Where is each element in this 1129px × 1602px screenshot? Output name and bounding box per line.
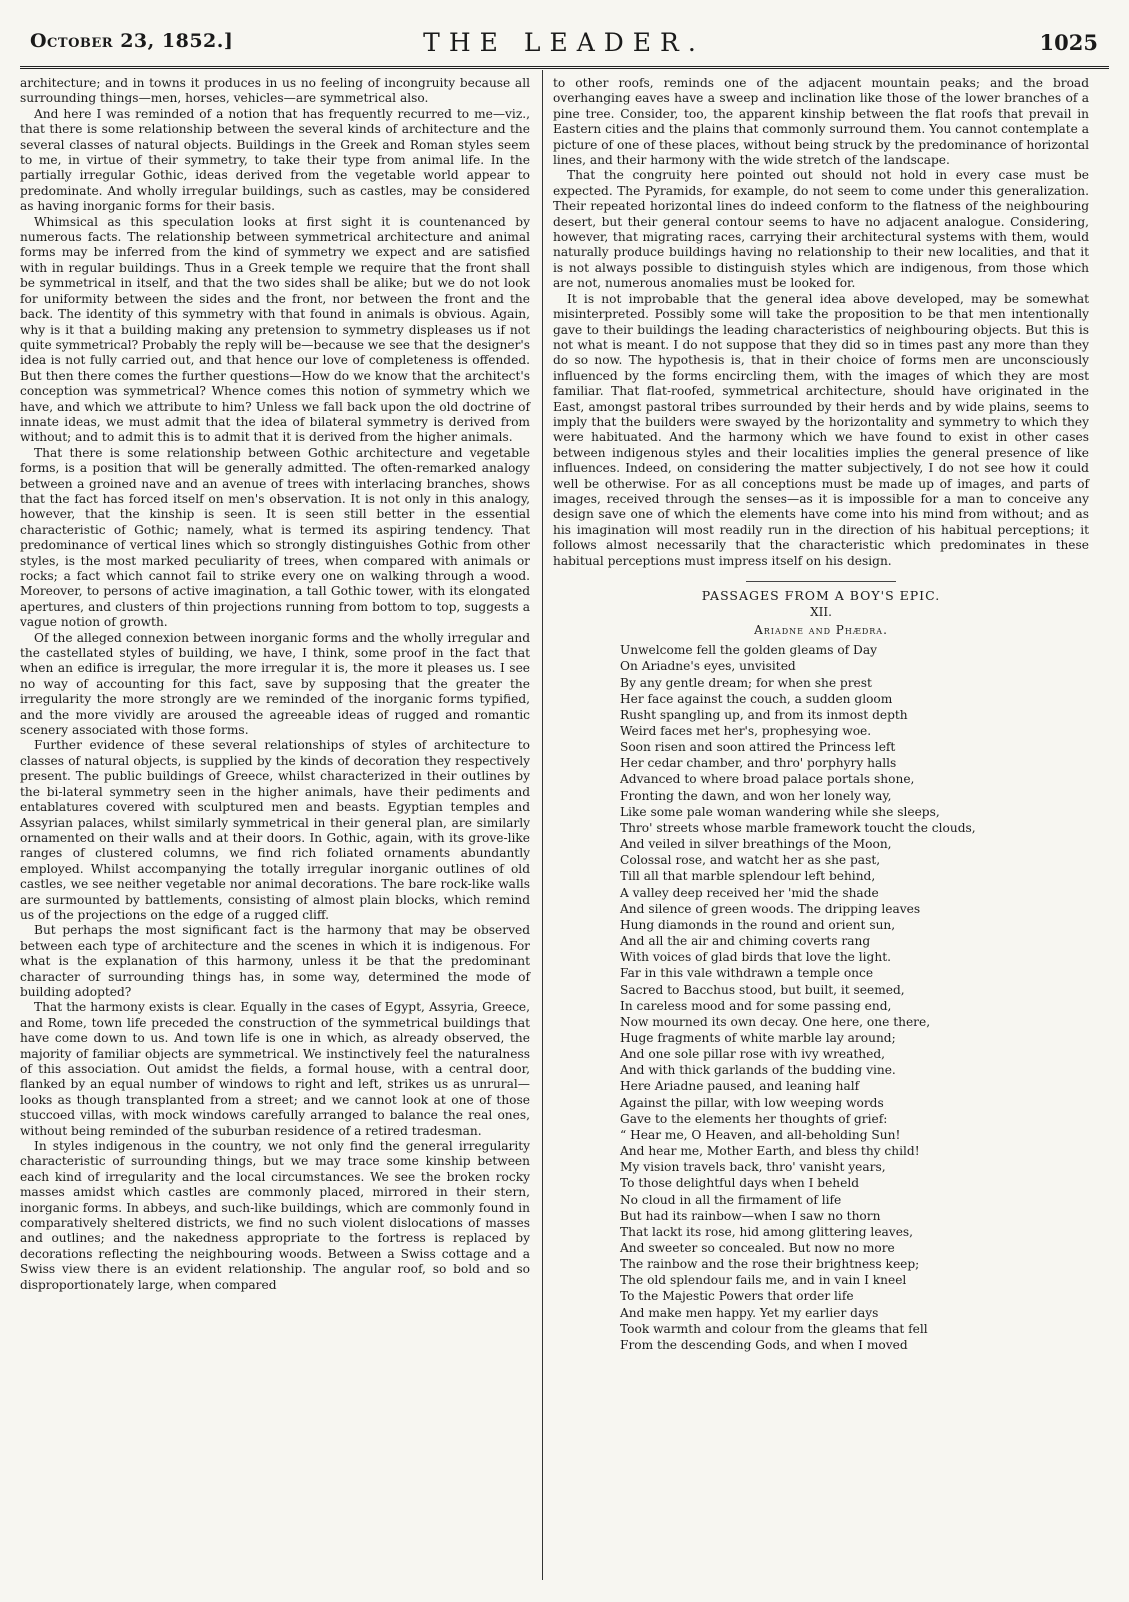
poem-line: In careless mood and for some passing end, bbox=[620, 998, 892, 1013]
poem-line: Till all that marble splendour left behind, bbox=[620, 869, 876, 884]
paragraph: It is not improbable that the general idea above developed, may be somewhat misinterpreted. Possibly some will take the proposition to be that men intentionally gave to their buildings the leading characteristics of neighbouring objects. But this is not what is meant. I do not suppose that they did so in times past any more than they do so now. The hypothesis is, that in their choice of forms men are unconsciously influenced by the forms encircling them, with the images of which they are most familiar. That flat-roofed, symmetrical architecture, should have originated in the East, amongst pastoral tribes surrounded by their herds and by wide plains, seems to imply that the builders were swayed by the horizontality and symmetry to which they were habituated. And the harmony which we have found to exist in other cases between indigenous styles and their localities implies the general presence of like influences. Indeed, on considering the matter subjectively, I do not see how it could well be otherwise. For as all conceptions must be made up of images, and parts of images, received through the senses—as it is impossible for a man to conceive any design save one of which the elements have come into his mind from without; and as his imagination will most readily run in the direction of his habitual perceptions; it follows almost necessarily that the characteristic which predominates in these habitual perceptions must impress itself on his design. bbox=[553, 291, 1089, 568]
page-number: 1025 bbox=[1039, 30, 1098, 55]
poem-line: Here Ariadne paused, and leaning half bbox=[620, 1079, 860, 1094]
poem-line: The old splendour fails me, and in vain I kneel bbox=[620, 1273, 907, 1288]
left-column bbox=[20, 76, 530, 1293]
paragraph: But perhaps the most significant fact is the harmony that may be observed between each type of architecture and the scenes in which it is indigenous. For what is the explanation of this harmony, unless it be that the predominant character of surrounding things has, in some way, determined the mode of building adopted? bbox=[20, 923, 530, 999]
poem-line: Gave to the elements her thoughts of grief: bbox=[620, 1111, 888, 1126]
poem-line: By any gentle dream; for when she prest bbox=[620, 675, 872, 690]
section-rule bbox=[746, 581, 896, 582]
poem-body bbox=[620, 642, 1089, 1353]
poem-line: Sacred to Bacchus stood, but built, it seemed, bbox=[620, 982, 905, 997]
poem-line: And hear me, Mother Earth, and bless thy child! bbox=[620, 1144, 920, 1159]
poem-line: And all the air and chiming coverts rang bbox=[620, 934, 871, 949]
poem-line: To those delightful days when I beheld bbox=[620, 1176, 860, 1191]
poem-line: Like some pale woman wandering while she sleeps, bbox=[620, 804, 940, 819]
paragraph: That the congruity here pointed out should not hold in every case must be expected. The Pyramids, for example, do not seem to come under this generalization. Their repeated horizontal lines do indeed conform to the flatness of the neighbouring desert, but their general contour seems to have no adjacent analogue. Considering, however, that migrating races, carrying their architectural systems with them, would naturally produce buildings having no relationship to their new localities, and that it is not always possible to distinguish styles which are indigenous, from those which are not, numerous anomalies must be looked for. bbox=[553, 168, 1089, 291]
poem-line: And veiled in silver breathings of the Moon, bbox=[620, 837, 892, 852]
poem-line: And with thick garlands of the budding vine. bbox=[620, 1063, 896, 1078]
poem-line: No cloud in all the firmament of life bbox=[620, 1192, 842, 1207]
paragraph: That the harmony exists is clear. Equally in the cases of Egypt, Assyria, Greece, and Rome, town life preceded the construction of the symmetrical buildings that have come down to us. And town life is one in which, as already observed, the majority of familiar objects are symmetrical. We instinctively feel the naturalness of this association. Out amidst the fields, a formal house, with a central door, flanked by an equal number of windows to right and left, strikes us as unrural—looks as though transplanted from a street; and we cannot look at one of those stuccoed villas, with mock windows carefully arranged to balance the real ones, without being reminded of the suburban residence of a retired tradesman. bbox=[20, 1000, 530, 1138]
poem-line: From the descending Gods, and when I moved bbox=[620, 1337, 908, 1352]
paragraph: And here I was reminded of a notion that has frequently recurred to me—viz., that there is some relationship between the several kinds of architecture and the several classes of natural objects. Buildings in the Greek and Roman styles seem to me, in virtue of their symmetry, to take their type from animal life. In the partially irregular Gothic, ideas derived from the vegetable world appear to predominate. And wholly irregular buildings, such as castles, may be considered as having inorganic forms for their basis. bbox=[20, 106, 530, 214]
poem-line: Rusht spangling up, and from its inmost depth bbox=[620, 707, 908, 722]
paragraph: to other roofs, reminds one of the adjacent mountain peaks; and the broad overhanging eaves have a sweep and inclination like those of the lower branches of a pine tree. Consider, too, the apparent kinship between the flat roofs that prevail in Eastern cities and the plains that commonly surround them. You cannot contemplate a picture of one of these places, without being struck by the predominance of horizontal lines, and their harmony with the wide stretch of the landscape. bbox=[553, 76, 1089, 168]
poem-line: Hung diamonds in the round and orient sun, bbox=[620, 917, 896, 932]
poem-subtitle: Ariadne and Phædra. bbox=[754, 622, 888, 637]
poem-line: The rainbow and the rose their brightness keep; bbox=[620, 1257, 920, 1272]
poem-line: Her cedar chamber, and thro' porphyry halls bbox=[620, 756, 897, 771]
poem-line: Fronting the dawn, and won her lonely way, bbox=[620, 788, 892, 803]
poem-line: Against the pillar, with low weeping words bbox=[620, 1095, 884, 1110]
paragraph: That there is some relationship between Gothic architecture and vegetable forms, is a position that will be generally admitted. The often-remarked analogy between a groined nave and an avenue of trees with interlacing branches, shows that the fact has forced itself on men's observation. It is not only in this analogy, however, that the kinship is seen. It is seen still better in the essential characteristic of Gothic; namely, what is termed its aspiring tendency. That predominance of vertical lines which so strongly distinguishes Gothic from other styles, is the most marked peculiarity of trees, when compared with animals or rocks; a fact which cannot fail to strike every one on walking through a wood. Moreover, to persons of active imagination, a tall Gothic tower, with its elongated apertures, and clusters of thin projections running from bottom to top, suggests a vague notion of growth. bbox=[20, 445, 530, 630]
poem-line: Unwelcome fell the golden gleams of Day bbox=[620, 643, 877, 658]
poem-line: But had its rainbow—when I saw no thorn bbox=[620, 1208, 881, 1223]
poem-line: On Ariadne's eyes, unvisited bbox=[620, 659, 796, 674]
poem-line: Now mourned its own decay. One here, one there, bbox=[620, 1014, 931, 1029]
issue-date: October 23, 1852.] bbox=[30, 30, 234, 52]
right-column bbox=[553, 76, 1089, 1353]
poem-line: To the Majestic Powers that order life bbox=[620, 1289, 854, 1304]
poem-line: And sweeter so concealed. But now no more bbox=[620, 1241, 895, 1255]
poem-line: A valley deep received her 'mid the shade bbox=[620, 885, 879, 900]
poem-line: “ Hear me, O Heaven, and all-beholding Sun! bbox=[620, 1127, 901, 1142]
poem-line: With voices of glad birds that love the light. bbox=[620, 950, 891, 965]
masthead bbox=[30, 30, 1098, 62]
poem-line: That lackt its rose, hid among glittering leaves, bbox=[620, 1224, 914, 1239]
newspaper-title: THE LEADER. bbox=[423, 28, 705, 57]
poem-line: And silence of green woods. The dripping leaves bbox=[620, 901, 921, 916]
poem-line: Thro' streets whose marble framework toucht the clouds, bbox=[620, 820, 976, 835]
paragraph: Of the alleged connexion between inorganic forms and the wholly irregular and the castellated styles of building, we have, I think, some proof in the fact that when an edifice is irregular, the more irregular it is, the more it pleases us. I see no way of accounting for this fact, save by supposing that the greater the irregularity the more strongly are we reminded of the inorganic forms typified, and the more vividly are aroused the agreeable ideas of rugged and romantic scenery associated with those forms. bbox=[20, 630, 530, 738]
poem-line: And make men happy. Yet my earlier days bbox=[620, 1305, 879, 1320]
poem-number: XII. bbox=[810, 605, 832, 620]
poem-line: Her face against the couch, a sudden gloom bbox=[620, 691, 893, 706]
poem-line: Weird faces met her's, prophesying woe. bbox=[620, 724, 872, 738]
masthead-rule bbox=[20, 66, 1109, 69]
paragraph: Whimsical as this speculation looks at first sight it is countenanced by numerous facts. The relationship between symmetrical architecture and animal forms may be inferred from the kind of symmetry we expect and are satisfied with in regular buildings. Thus in a Greek temple we require that the front shall be symmetrical in itself, and that the two sides shall be alike; but we do not look for uniformity between the sides and the front, nor between the front and the back. The identity of this symmetry with that found in animals is obvious. Again, why is it that a building making any pretension to symmetry displeases us if not quite symmetrical? Probably the reply will be—because we see that the designer's idea is not fully carried out, and that hence our love of completeness is offended. But then there comes the further questions—How do we know that the architect's conception was symmetrical? Whence comes this notion of symmetry which we have, and which we attribute to him? Unless we fall back upon the old doctrine of innate ideas, we must admit that the idea of bilateral symmetry is derived from without; and to admit this is to admit that it is derived from the higher animals. bbox=[20, 214, 530, 445]
poem-line: Advanced to where broad palace portals shone, bbox=[620, 772, 915, 787]
poem-line: Soon risen and soon attired the Princess left bbox=[620, 740, 896, 755]
poem-line: Far in this vale withdrawn a temple once bbox=[620, 966, 874, 981]
poem-line: And one sole pillar rose with ivy wreathed, bbox=[620, 1047, 886, 1062]
paragraph: architecture; and in towns it produces in us no feeling of incongruity because all surrounding things—men, horses, vehicles—are symmetrical also. bbox=[20, 76, 530, 106]
poem-line: Took warmth and colour from the gleams that fell bbox=[620, 1321, 928, 1336]
poem-line: Colossal rose, and watcht her as she past, bbox=[620, 853, 881, 868]
column-divider bbox=[542, 70, 543, 1580]
paragraph: In styles indigenous in the country, we not only find the general irregularity characteristic of surrounding things, but we may trace some kinship between each kind of irregularity and the local circumstances. We see the broken rocky masses amidst which castles are commonly placed, mirrored in their stern, inorganic forms. In abbeys, and such-like buildings, which are commonly found in comparatively sheltered districts, we find no such violent dislocations of masses and outlines; and the nakedness appropriate to the fortress is replaced by decorations reflecting the neighbouring woods. Between a Swiss cottage and a Swiss view there is an evident relationship. The angular roof, so bold and so disproportionately large, when compared bbox=[20, 1139, 530, 1292]
poem-title: PASSAGES FROM A BOY'S EPIC. bbox=[701, 588, 941, 603]
poem-line: Huge fragments of white marble lay around; bbox=[620, 1030, 896, 1045]
poem-line: My vision travels back, thro' vanisht years, bbox=[620, 1160, 886, 1175]
paragraph: Further evidence of these several relationships of styles of architecture to classes of natural objects, is supplied by the kinds of decoration they respectively present. The public buildings of Greece, whilst characterized in their outlines by the bi-lateral symmetry seen in the higher animals, have their pediments and entablatures covered with sculptured men and beasts. Egyptian temples and Assyrian palaces, whilst similarly symmetrical in their general plan, are similarly ornamented on their walls and at their doors. In Gothic, again, with its grove-like ranges of clustered columns, we find rich foliated ornaments abundantly employed. Whilst accompanying the totally irregular inorganic outlines of old castles, we see neither vegetable nor animal decorations. The bare rock-like walls are surmounted by battlements, consisting of almost plain blocks, which remind us of the projections on the edge of a rugged cliff. bbox=[20, 738, 530, 922]
